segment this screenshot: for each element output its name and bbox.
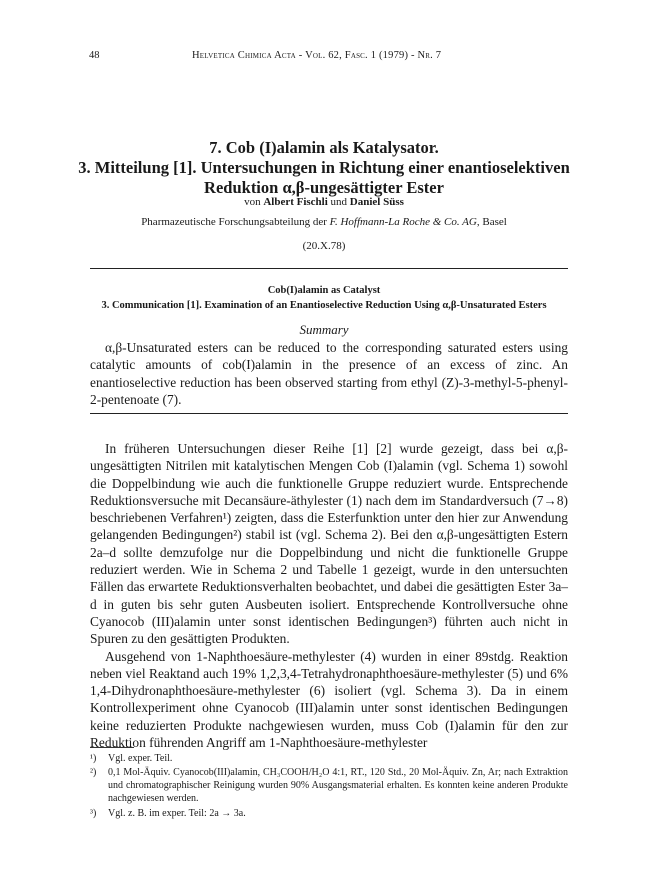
article-title-line-1: 7. Cob (I)alamin als Katalysator. bbox=[209, 138, 439, 157]
body-paragraph-2: Ausgehend von 1-Naphthoesäure-methylester (4) wurden in einer 89stdg. Reaktion neben viel Reaktand auch 19% 1,2,3,4-Tetrahydronaphthoesäure-methylester (5) und 6% 1,4-Dihydronaphthoesäure-methylester (6) isoliert (vgl. Schema 3). Da in einem Kontrollexperiment ohne Cyanocob (III)alamin unter sonst identischen Bedingungen keine reduzierten Produkte nachgewiesen wurden, muss Cob (I)alamin für den zur Reduktion führenden Angriff am 1-Naphthoesäure-methylester bbox=[90, 648, 568, 751]
author-conjunction: und bbox=[330, 196, 348, 208]
footnote-3-mark: ³) bbox=[90, 808, 97, 819]
summary-heading: Summary bbox=[299, 322, 349, 337]
author-2: Daniel Süss bbox=[349, 196, 404, 208]
affiliation-city: , Basel bbox=[476, 216, 507, 228]
footnote-2-mark: ²) bbox=[90, 767, 97, 778]
bottom-divider bbox=[90, 413, 568, 414]
english-title-2: 3. Communication [1]. Examination of an Enantioselective Reduction Using α,β-Unsaturated Esters bbox=[101, 300, 547, 311]
body-paragraph-1: In früheren Untersuchungen dieser Reihe [1] [2] wurde gezeigt, dass bei α,β-ungesättigten Nitrilen mit katalytischen Mengen Cob (I)alamin (vgl. Schema 1) sowohl die Doppelbindung wie auch die funktionelle Gruppe reduziert wurde. Entsprechende Reduktionsversuche mit Decansäure-äthylester (1) nach dem im Standardversuch (7→8) beschriebenen Verfahren¹) zeigten, dass die Esterfunktion unter den hier zur Anwendung gelangenden Bedingungen²) stabil ist (vgl. Schema 2). Bei den α,β-ungesättigten Estern 2a–d sollte demzufolge nur die Doppelbindung und nicht die funktionelle Gruppe reduziert werden. Wie in Schema 2 und Tabelle 1 gezeigt, wurde in den untersuchten Fällen das erwartete Reduktionsverhalten beobachtet, und dabei die gesättigten Ester 3a–d in guten bis sehr guten Ausbeuten isoliert. Entsprechende Kontrollversuche ohne Cyanocob (III)alamin unter sonst identischen Bedingungen³) führten auch nicht in Spuren zu den gesättigten Produkten. bbox=[90, 441, 568, 647]
author-line bbox=[60, 196, 588, 208]
received-date: (20.X.78) bbox=[302, 240, 346, 252]
footnote-2 bbox=[90, 766, 568, 805]
body-text bbox=[90, 440, 568, 751]
author-1: Albert Fischli bbox=[263, 196, 328, 208]
affiliation-company: F. Hoffmann-La Roche & Co. AG bbox=[329, 216, 477, 228]
author-prefix: von bbox=[244, 196, 261, 208]
top-divider bbox=[90, 268, 568, 269]
affiliation bbox=[60, 216, 588, 228]
running-header: Helvetica Chimica Acta - Vol. 62, Fasc. 1 (1979) - Nr. 7 bbox=[192, 50, 442, 61]
article-title-line-2: 3. Mitteilung [1]. Untersuchungen in Richtung einer enantioselektiven bbox=[78, 158, 570, 177]
affiliation-dept: Pharmazeutische Forschungsabteilung der bbox=[141, 216, 327, 228]
summary-text bbox=[90, 339, 568, 408]
english-title-1: Cob(I)alamin as Catalyst bbox=[267, 285, 381, 296]
page-number: 48 bbox=[89, 50, 100, 61]
footnote-1 bbox=[90, 752, 568, 765]
summary-paragraph: α,β-Unsaturated esters can be reduced to the corresponding saturated esters using catalytic amounts of cob(I)alamin in the presence of an excess of zinc. An enantioselective reduction has been observed starting from ethyl (Z)-3-methyl-5-phenyl-2-pentenoate (7). bbox=[90, 340, 568, 407]
footnote-2-text: 0,1 Mol-Äquiv. Cyanocob(III)alamin, CH₃COOH/H₂O 4:1, RT., 120 Std., 20 Mol-Äquiv. Zn, Ar; nach Extraktion und chromatographischer Reinigung wurden 90% Ausgangsmaterial erhalten. Es konnten keine anderen Produkte nachgewiesen werden. bbox=[108, 767, 568, 804]
footnote-1-text: Vgl. exper. Teil. bbox=[108, 753, 173, 764]
footnote-divider bbox=[90, 747, 134, 748]
footnote-3 bbox=[90, 807, 568, 820]
article-title-line-3: Reduktion α,β-ungesättigter Ester bbox=[204, 178, 444, 197]
footnote-1-mark: ¹) bbox=[90, 753, 97, 764]
footnote-3-text: Vgl. z. B. im exper. Teil: 2a → 3a. bbox=[108, 808, 246, 819]
